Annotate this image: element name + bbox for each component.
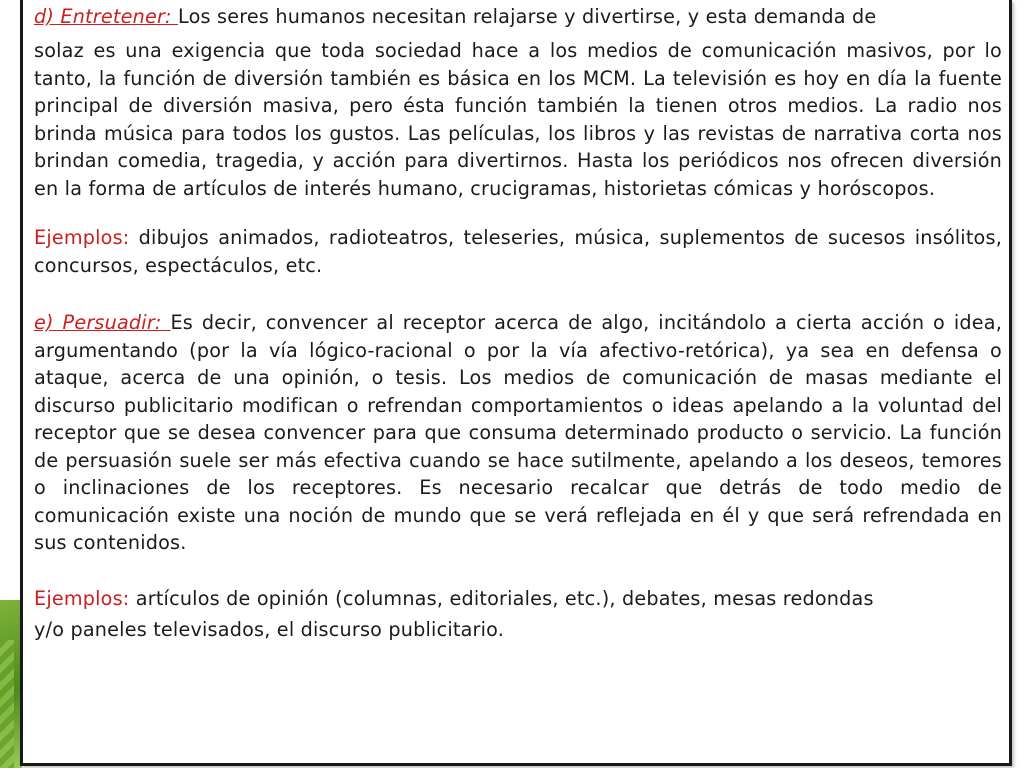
green-stripe-decoration: [0, 640, 14, 768]
persuadir-body: Es decir, convencer al receptor acerca de algo, incitándolo a cierta acción o idea, argumentando (por la vía lógico-racional o por la vía afectivo-retórica), ya sea en defensa o ataque, acerca de una opinión, o tesis. Los medios de comunicación de masas mediante el discurso publicitario modifican o refrendan comportamientos o ideas apelando a la voluntad del receptor que se desea convencer para que consuma determinado producto o servicio. La función de persuasión suele ser más efectiva cuando se hace sutilmente, apelando a los deseos, temores o inclinaciones de los receptores. Es necesario recalcar que detrás de todo medio de comunicación existe una noción de mundo que se verá reflejada en él y que será refrendada en sus contenidos.: [34, 311, 1002, 554]
entretener-body: solaz es una exigencia que toda sociedad hace a los medios de comunicación masivos, por lo tanto, la función de diversión también es básica en los MCM. La televisión es hoy en día la fuente principal de diversión masiva, pero ésta función también la tienen otros medios. La radio nos brinda música para todos los gustos. Las películas, los libros y las revistas de narrativa corta nos brindan comedia, tragedia, y acción para divertirnos. Hasta los periódicos nos ofrecen diversión en la forma de artículos de interés humano, crucigramas, historietas cómicas y horóscopos.: [34, 39, 1002, 200]
ejemplos-label: Ejemplos:: [34, 226, 130, 249]
ejemplos-label: Ejemplos:: [34, 586, 130, 610]
entretener-first-line: [34, 2, 1002, 32]
ejemplos-persuadir-line2: y/o paneles televisados, el discurso publicitario.: [34, 617, 505, 641]
ejemplos-persuadir-line1: artículos de opinión (columnas, editoriales, etc.), debates, mesas redondas: [129, 586, 874, 610]
slide-text: [34, 2, 1002, 645]
heading-persuadir: e) Persuadir:: [34, 311, 171, 334]
paragraph-persuadir: [34, 309, 1002, 557]
paragraph-ejemplos-persuadir: [34, 583, 1002, 645]
paragraph-entretener: [34, 2, 1002, 202]
ejemplos-entretener-text: dibujos animados, radioteatros, teleseries, música, suplementos de sucesos insólitos, concursos, espectáculos, etc.: [34, 226, 1002, 277]
heading-entretener: d) Entretener:: [34, 5, 179, 28]
entretener-line1: Los seres humanos necesitan relajarse y divertirse, y esta demanda de: [178, 5, 877, 28]
paragraph-ejemplos-entretener: [34, 224, 1002, 279]
